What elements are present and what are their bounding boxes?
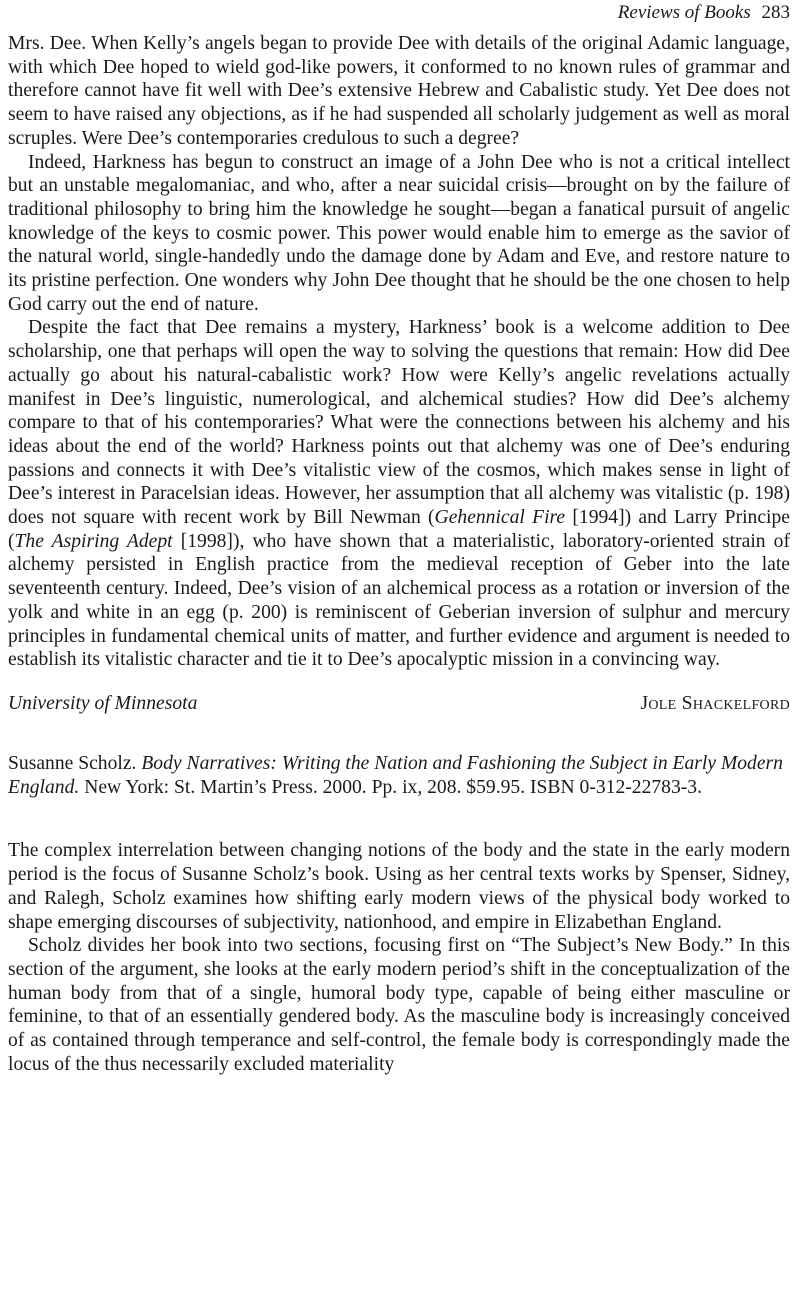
citation-author: Susanne Scholz. xyxy=(8,752,142,774)
review1-paragraph-3-mid: [1994]) and Larry Principe ( xyxy=(8,507,790,552)
book-citation xyxy=(8,752,790,799)
review1-paragraph-3-end: [1998]), who have shown that a materialistic, laboratory-oriented strain of alchemy persisted in English practice from the medieval reception of Geber into the late seventeenth century. Indeed, Dee’s vision of an alchemical process as a rotation or inversion of the yolk and white in an egg (p. 200) is reminiscent of Geberian inversion of sulphur and mercury principles in fundamental chemical units of matter, and further evidence and argument is needed to establish its vitalistic character and tie it to Dee’s apocalyptic mission in a convincing way. xyxy=(8,530,790,671)
book-ref-gehennical-fire: Gehennical Fire xyxy=(434,507,566,529)
body-text xyxy=(8,32,790,1076)
review2-paragraph-2: Scholz divides her book into two sections, focusing first on “The Subject’s New Body.” In this section of the argument, she looks at the early modern period’s shift in the conceptualization of the human body from that of a single, humoral body type, capable of being either masculine or feminine, to that of an essentially gendered body. As the masculine body is increasingly conceived of as contained through temperance and self-control, the female body is correspondingly made the locus of the thus necessarily excluded materiality xyxy=(8,935,790,1075)
review1-paragraph-1: Mrs. Dee. When Kelly’s angels began to provide Dee with details of the original Adamic language, with which Dee hoped to wield god-like powers, it conformed to no known rules of grammar and therefore cannot have fit well with Dee’s extensive Hebrew and Cabalistic study. Yet Dee does not seem to have raised any objections, as if he had suspended all scholarly judgement as well as moral scruples. Were Dee’s contemporaries credulous to such a degree? xyxy=(8,33,790,149)
review1-paragraph-3-start: Despite the fact that Dee remains a mystery, Harkness’ book is a welcome addition to Dee scholarship, one that perhaps will open the way to solving the questions that remain: How did Dee actually go about his natural-cabalistic work? How were Kelly’s angelic revelations actually manifest in Dee’s linguistic, numerological, and alchemical studies? How did Dee’s alchemy compare to that of his contemporaries? What were the connections between his alchemy and his ideas about the end of the world? Harkness points out that alchemy was one of Dee’s enduring passions and connects it with Dee’s vitalistic view of the cosmos, which makes sense in light of Dee’s interest in Paracelsian ideas. However, her assumption that all alchemy was vitalistic (p. 198) does not square with recent work by Bill Newman ( xyxy=(8,317,790,529)
reviewer-affiliation: University of Minnesota xyxy=(8,692,198,714)
review2 xyxy=(8,839,790,1076)
reviewer-signature xyxy=(8,692,790,716)
journal-section-title: Reviews of Books xyxy=(617,2,751,23)
reviewer-name: Jole Shackelford xyxy=(640,692,790,714)
citation-publication: New York: St. Martin’s Press. 2000. Pp. ix, 208. $59.95. ISBN 0-312-22783-3. xyxy=(79,776,702,798)
review2-paragraph-1: The complex interrelation between changing notions of the body and the state in the early modern period is the focus of Susanne Scholz’s book. Using as her central texts works by Spenser, Sidney, and Ralegh, Scholz examines how shifting early modern views of the physical body worked to shape emerging discourses of subjectivity, nationhood, and empire in Elizabethan England. xyxy=(8,840,790,933)
review1-paragraph-2: Indeed, Harkness has begun to construct an image of a John Dee who is not a critical intellect but an unstable megalomaniac, and who, after a near suicidal crisis—brought on by the failure of traditional philosophy to bring him the knowledge he sought—began a fanatical pursuit of angelic knowledge of the keys to cosmic power. This power would enable him to emerge as the savior of the natural world, single-handedly undo the damage done by Adam and Eve, and restore nature to its pristine perfection. One wonders why John Dee thought that he should be the one chosen to help God carry out the end of nature. xyxy=(8,151,790,315)
page-number: 283 xyxy=(761,2,790,23)
citation-title: Body Narratives: Writing the Nation and Fashioning the Subject in Early Modern England. xyxy=(8,752,783,798)
review1-paragraph-3 xyxy=(8,316,790,672)
running-header xyxy=(618,0,790,26)
book-ref-aspiring-adept: The Aspiring Adept xyxy=(14,530,173,552)
